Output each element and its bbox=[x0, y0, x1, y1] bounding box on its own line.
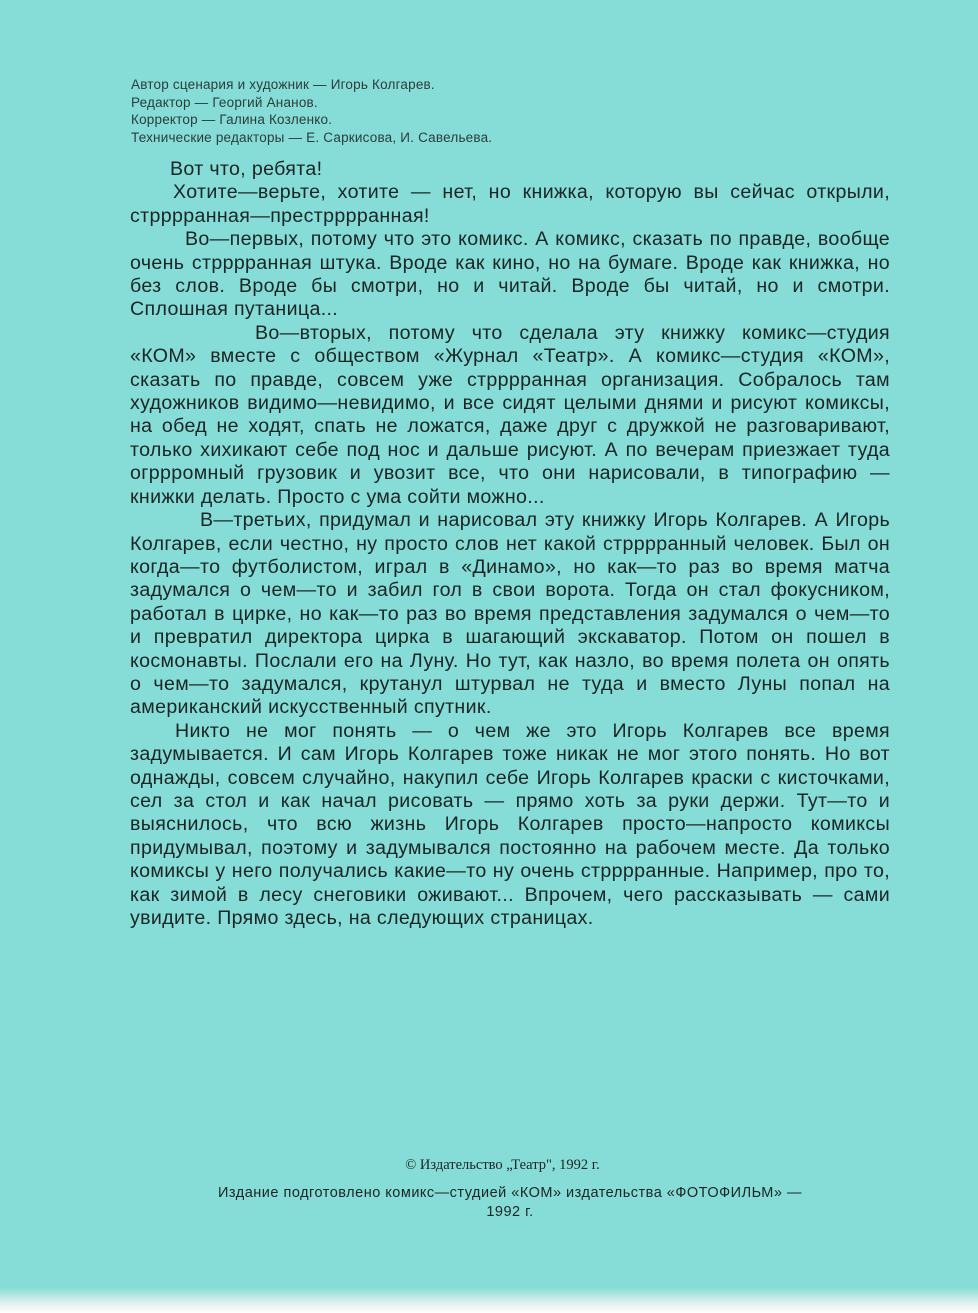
credit-author: Автор сценария и художник — Игорь Колгарев. bbox=[131, 77, 435, 92]
edition-note bbox=[120, 1184, 900, 1222]
paragraph-third: В—третьих, придумал и нарисовал эту книжку Игорь Колгарев. А Игорь Колгарев, если честно, ну просто слов нет какой стрррранный человек. Был он когда—то футболистом, играл в «Динамо», но как—то раз во время матча задумался о чем—то и забил гол в свои ворота. Тогда он стал фокусником, работал в цирке, но как—то раз во время представления задумался о чем—то и превратил директора цирка в шагающий экскаватор. Потом он пошел в космонавты. Послали его на Луну. Но тут, как назло, во время полета он опять о чем—то задумался, крутанул штурвал не туда и вместо Луны попал на американский искусственный спутник. bbox=[130, 509, 890, 719]
credits-block bbox=[131, 76, 651, 146]
greeting: Вот что, ребята! bbox=[170, 158, 323, 180]
credit-tech-editors: Технические редакторы — Е. Саркисова, И. Савельева. bbox=[131, 129, 493, 145]
edition-line-1: Издание подготовлено комикс—студией «КОМ» издательства «ФОТОФИЛЬМ» — bbox=[218, 1185, 802, 1201]
main-text bbox=[130, 158, 890, 930]
edition-line-2: 1992 г. bbox=[486, 1204, 534, 1220]
credit-proofreader: Корректор — Галина Козленко. bbox=[131, 112, 333, 127]
paragraph-first: Во—первых, потому что это комикс. А комикс, сказать по правде, вообще очень стрррранная штука. Вроде как кино, но на бумаге. Вроде как книжка, но без слов. Вроде бы смотри, но и читай. Вроде бы читай, но и смотри. Сплошная путаница... bbox=[130, 228, 890, 321]
paragraph-closing: Никто не мог понять — о чем же это Игорь Колгарев все время задумывается. И сам Игорь Колгарев тоже никак не мог этого понять. Но вот однажды, совсем случайно, накупил себе Игорь Колгарев краски с кисточками, сел за стол и как начал рисовать — прямо хоть за руки держи. Тут—то и выяснилось, что всю жизнь Игорь Колгарев просто—напросто комиксы придумывал, поэтому и задумывался постоянно на рабочем месте. Да только комиксы у него получались какие—то ну очень стрррранные. Например, про то, как зимой в лесу снеговики оживают... Впрочем, чего рассказывать — сами увидите. Прямо здесь, на следующих страницах. bbox=[130, 719, 890, 929]
page-bottom-edge bbox=[0, 1287, 978, 1313]
paragraph-second: Во—вторых, потому что сделала эту книжку комикс—студия «КОМ» вместе с обществом «Журнал «Театр». А комикс—студия «КОМ», сказать по правде, совсем уже стрррранная организация. Собралось там художников видимо—невидимо, и все сидят целыми днями и рисуют комиксы, на обед не ходят, спать не ложатся, даже друг с дружкой не разговаривают, только хихикают себе под нос и дальше рисуют. А по вечерам приезжает туда огррромный грузовик и увозит все, что они нарисовали, в типографию — книжки делать. Просто с ума сойти можно... bbox=[130, 321, 890, 508]
credit-editor: Редактор — Георгий Ананов. bbox=[131, 94, 318, 110]
paragraph-intro: Хотите—верьте, хотите — нет, но книжка, которую вы сейчас открыли, стрррранная—престрррранная! bbox=[130, 181, 890, 227]
copyright-line: © Издательство „Театр", 1992 г. bbox=[405, 1157, 600, 1173]
